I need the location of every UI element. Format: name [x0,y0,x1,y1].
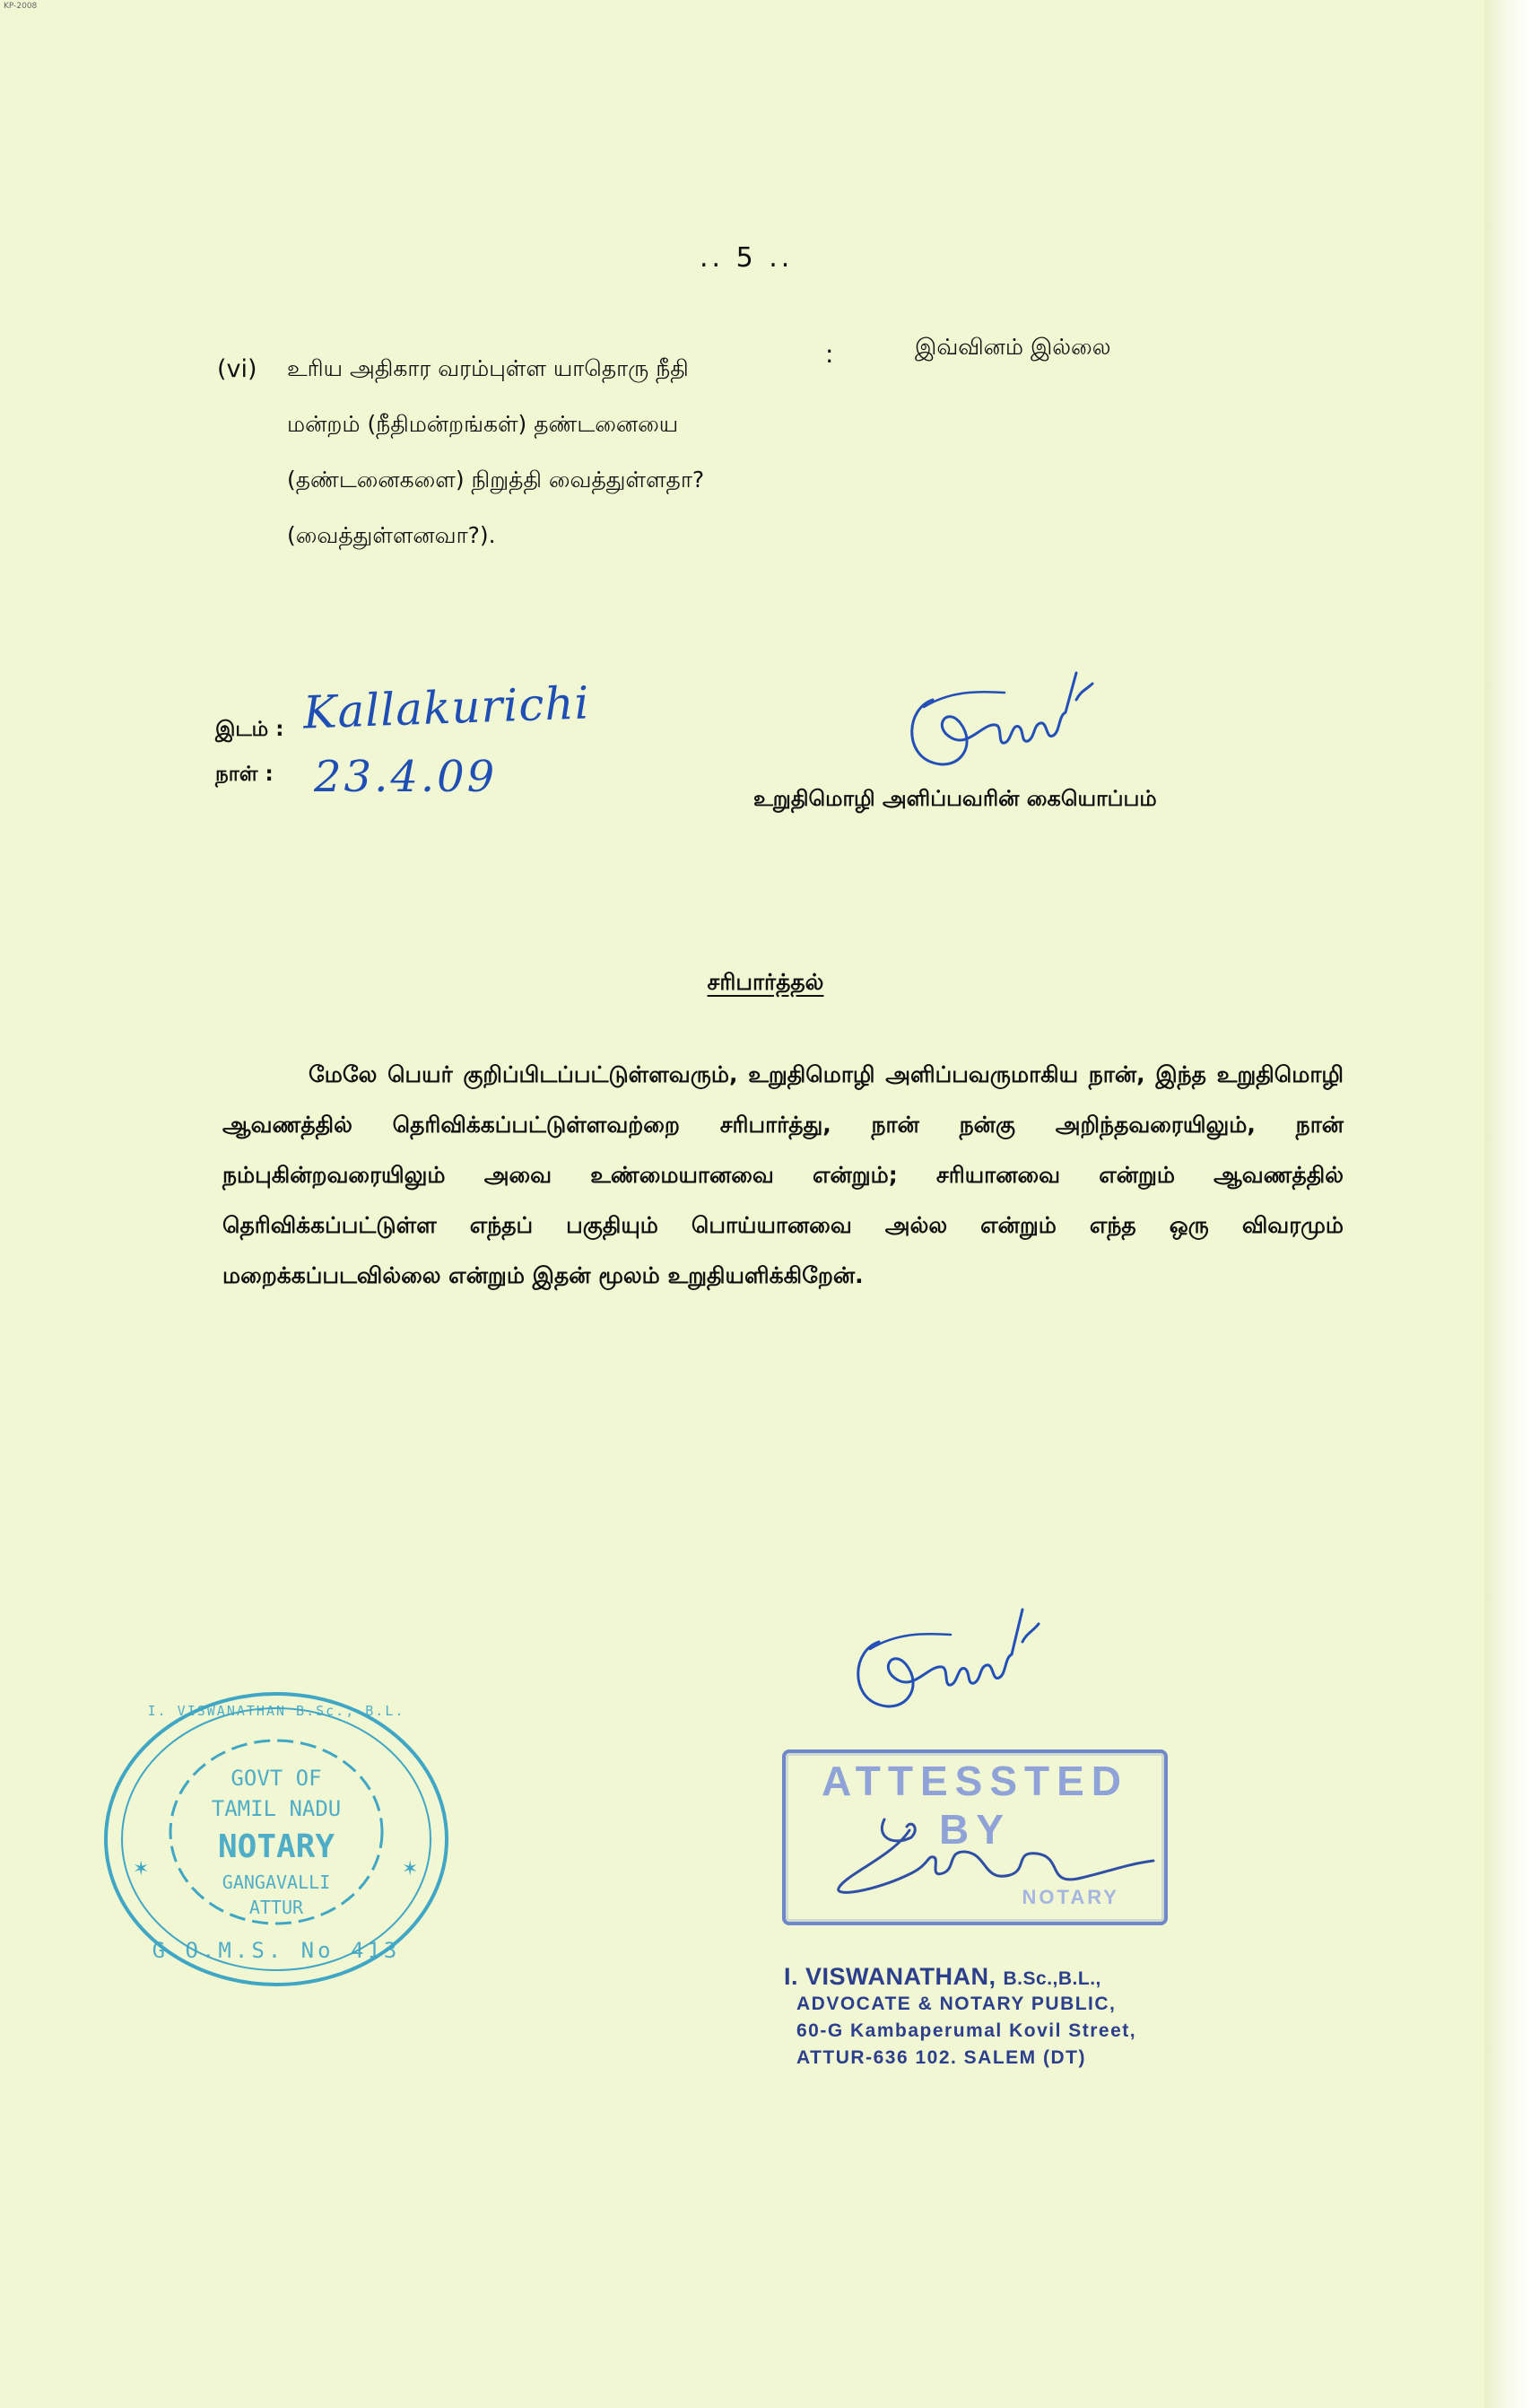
notary-round-seal [97,1687,456,1992]
date-handwritten: 23.4.09 [314,752,498,802]
seal-line: TAMIL NADU [211,1796,342,1821]
notary-address-line: ATTUR-636 102. SALEM (DT) [796,2047,1086,2068]
page-edge [1484,0,1531,2408]
notary-address-stamp [784,1963,1136,2072]
svg-text:✶: ✶ [133,1858,150,1880]
question-line: (வைத்துள்ளனவா?). [287,522,496,548]
notary-address-line: 60-G Kambaperumal Kovil Street, [796,2020,1137,2041]
page-number: .. 5 .. [700,242,794,274]
verification-text: மேலே பெயர் குறிப்பிடப்பட்டுள்ளவரும், உறுதிமொழி அளிப்பவருமாகிய நான், இந்த உறுதிமொழி ஆவணத்தில் தெரிவிக்கப்பட்டுள்ளவற்றை சரிபார்த்து, நான் நன்கு அறிந்தவரையிலும், நான் நம்புகின்றவரையிலும் அவை உண்மையானவை என்றும்; சரியானவை என்றும் ஆவணத்தில் தெரிவிக்கப்பட்டுள்ள எந்தப் பகுதியும் பொய்யானவை அல்ல என்றும் எந்த ஒரு விவரமும் மறைக்கப்படவில்லை என்றும் இதன் மூலம் உறுதியளிக்கிறேன். [222,1061,1344,1288]
attested-heading: ATTESSTED BY [821,1758,1129,1853]
svg-text:✶: ✶ [402,1858,419,1880]
notary-name: I. VISWANATHAN, [784,1963,996,1990]
seal-bottom-arc: G.O.M.S. No 413 [152,1938,401,1963]
notary-degree: B.Sc.,B.L., [1003,1968,1101,1989]
question-line: மன்றம் (நீதிமன்றங்கள்) தண்டனையை [287,411,679,437]
corner-mark: KP-2008 [4,2,38,11]
date-label: நாள் : [215,763,274,786]
attested-by-stamp [782,1749,1168,1925]
notary-name-line [784,1963,1136,1991]
seal-line: NOTARY [217,1828,335,1865]
attested-notary-word: NOTARY [1022,1886,1119,1908]
question-line: (தண்டனைகளை) நிறுத்தி வைத்துள்ளதா? [287,467,705,493]
item-colon: : [825,339,834,369]
seal-line: GANGAVALLI [222,1871,331,1893]
item-number: (vi) [217,355,257,383]
seal-top-arc: I. VISWANATHAN B.Sc., B.L. [147,1703,405,1719]
deponent-signature-caption: உறுதிமொழி அளிப்பவரின் கையொப்பம் [753,786,1157,811]
question-line: உரிய அதிகார வரம்புள்ள யாதொரு நீதி [287,355,689,381]
item-answer: இவ்வினம் இல்லை [915,334,1111,360]
item-question [287,341,789,563]
verification-signature [843,1579,1049,1726]
seal-line: ATTUR [248,1897,304,1918]
deponent-signature [897,637,1103,784]
place-label: இடம் : [215,718,284,741]
notary-address-line: ADVOCATE & NOTARY PUBLIC, [796,1994,1117,2014]
place-handwritten: Kallakurichi [302,676,591,739]
verification-title: சரிபார்த்தல் [707,969,824,995]
seal-line: GOVT OF [231,1766,322,1791]
